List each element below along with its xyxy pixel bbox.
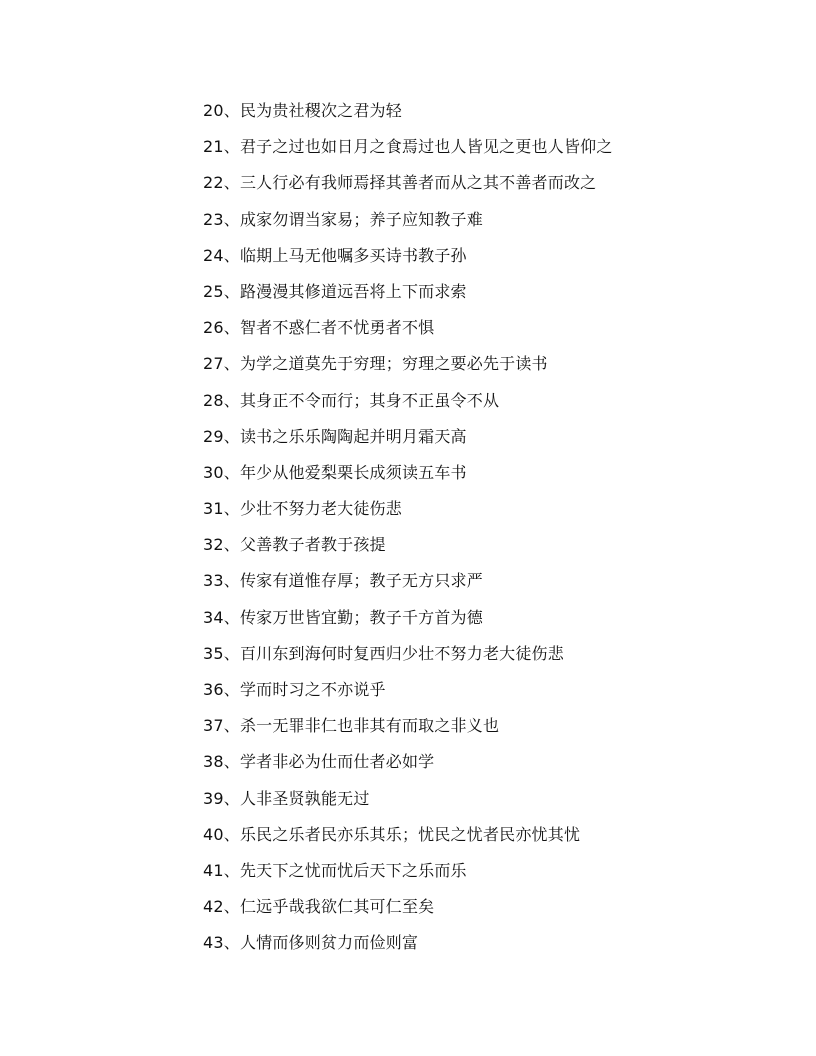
list-item: 25、路漫漫其修道远吾将上下而求索 <box>203 281 467 301</box>
list-item: 26、智者不惑仁者不忧勇者不惧 <box>203 318 435 338</box>
list-item: 31、少壮不努力老大徒伤悲 <box>203 499 402 519</box>
list-item: 28、其身正不令而行；其身不正虽令不从 <box>203 390 500 410</box>
list-item: 41、先天下之忧而忧后天下之乐而乐 <box>203 860 467 880</box>
list-item: 43、人情而侈则贫力而俭则富 <box>203 933 419 953</box>
list-item: 35、百川东到海何时复西归少壮不努力老大徒伤悲 <box>203 643 564 663</box>
list-item: 39、人非圣贤孰能无过 <box>203 788 370 808</box>
list-item: 37、杀一无罪非仁也非其有而取之非义也 <box>203 716 500 736</box>
list-item: 33、传家有道惟存厚；教子无方只求严 <box>203 571 483 591</box>
list-item: 24、临期上马无他嘱多买诗书教子孙 <box>203 245 467 265</box>
list-item: 22、三人行必有我师焉择其善者而从之其不善者而改之 <box>203 173 597 193</box>
list-item: 23、成家勿谓当家易；养子应知教子难 <box>203 209 483 229</box>
list-item: 27、为学之道莫先于穷理；穷理之要必先于读书 <box>203 354 548 374</box>
list-item: 34、传家万世皆宜勤；教子千方首为德 <box>203 607 483 627</box>
list-item: 36、学而时习之不亦说乎 <box>203 680 386 699</box>
list-item: 29、读书之乐乐陶陶起并明月霜天高 <box>203 426 467 446</box>
list-item: 30、年少从他爱梨栗长成须读五车书 <box>203 462 467 482</box>
list-item: 20、民为贵社稷次之君为轻 <box>203 101 402 120</box>
list-item: 42、仁远乎哉我欲仁其可仁至矣 <box>203 897 435 917</box>
list-item: 32、父善教子者教于孩提 <box>203 535 386 555</box>
list-item: 21、君子之过也如日月之食焉过也人皆见之更也人皆仰之 <box>203 137 613 157</box>
quote-list <box>203 93 613 962</box>
list-item: 38、学者非必为仕而仕者必如学 <box>203 752 435 772</box>
list-item: 40、乐民之乐者民亦乐其乐；忧民之忧者民亦忧其忧 <box>203 824 581 844</box>
